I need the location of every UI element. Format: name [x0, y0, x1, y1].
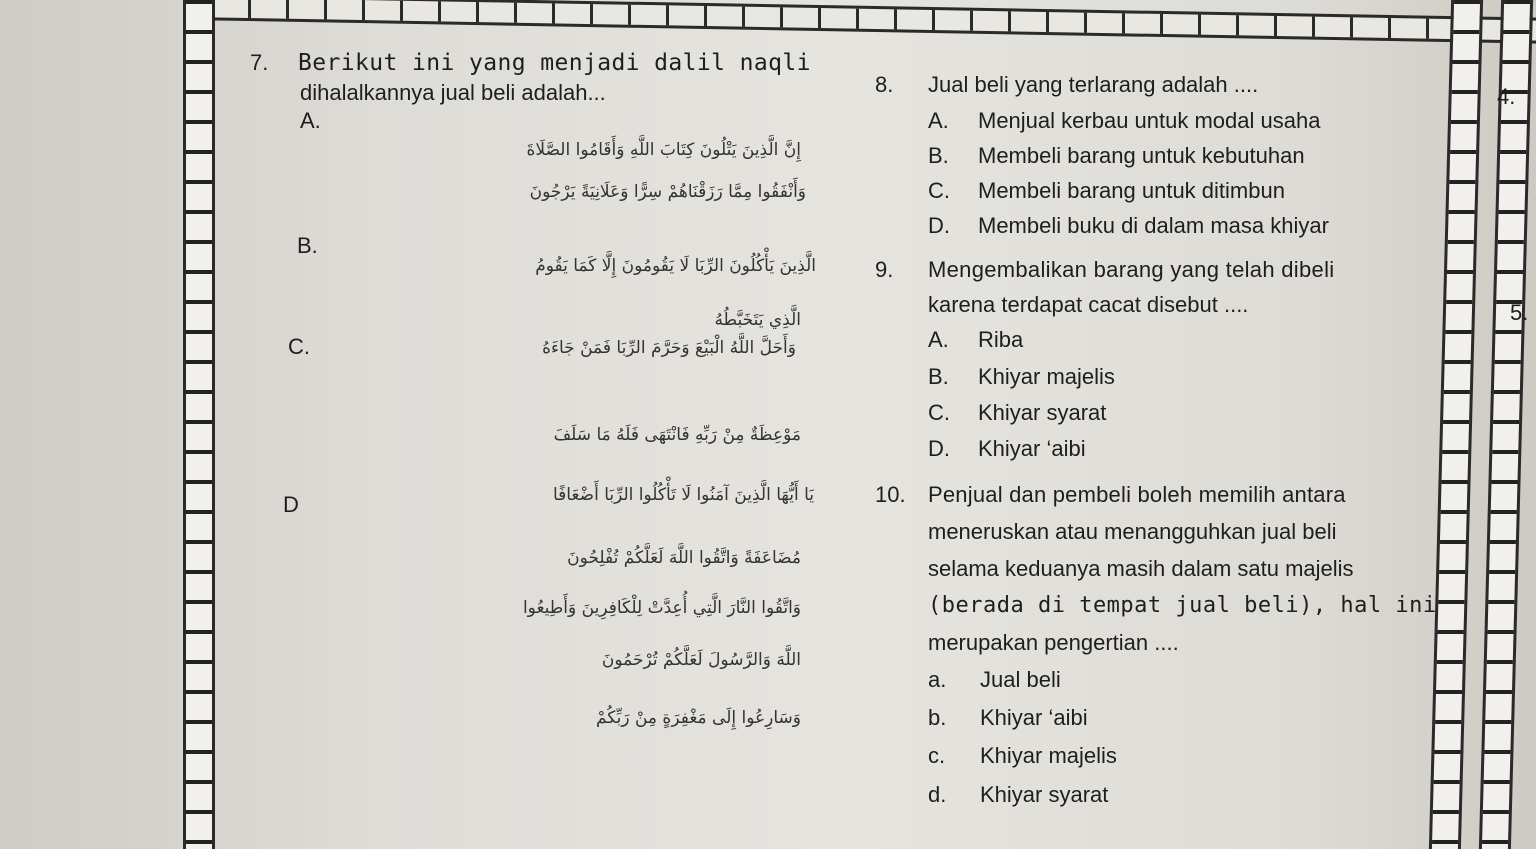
q8-option-d: Membeli buku di dalam masa khiyar [978, 213, 1329, 238]
q7-option-a-label: A. [300, 108, 321, 133]
q9-option-b-label: B. [928, 364, 949, 389]
q10-option-c-label: c. [928, 743, 946, 768]
q7-question-line2: dihalalkannya jual beli adalah... [300, 80, 606, 105]
q7-option-d-arabic-line4: اللَّهَ وَالرَّسُولَ لَعَلَّكُمْ تُرْحَمُونَ [601, 650, 801, 670]
q10-question-line4: (berada di tempat jual beli), hal ini [928, 593, 1437, 618]
q8-option-c: Membeli barang untuk ditimbun [978, 178, 1285, 203]
q9-option-a: Riba [978, 327, 1024, 352]
q7-option-d-label: D [283, 492, 299, 517]
q8-number: 8. [875, 72, 894, 97]
q8-question: Jual beli yang terlarang adalah .... [928, 72, 1259, 97]
q7-option-a-arabic-line2: وَأَنْفَقُوا مِمَّا رَزَقْنَاهُمْ سِرًّا وَعَلَانِيَةً يَرْجُونَ [529, 182, 806, 202]
q7-option-b-label: B. [297, 233, 318, 258]
q9-option-a-label: A. [928, 327, 949, 352]
q9-option-b: Khiyar majelis [978, 364, 1115, 389]
q7-option-c-label: C. [288, 334, 310, 359]
q7-option-a-arabic-line1: إِنَّ الَّذِينَ يَتْلُونَ كِتَابَ اللَّهِ وَأَقَامُوا الصَّلَاةَ [526, 140, 801, 160]
q7-option-d-arabic-line2: مُضَاعَفَةً وَاتَّقُوا اللَّهَ لَعَلَّكُمْ تُفْلِحُونَ [567, 548, 801, 568]
q7-option-c-arabic-line2: مَوْعِظَةٌ مِنْ رَبِّهِ فَانْتَهَى فَلَهُ مَا سَلَفَ [553, 425, 801, 445]
q10-question-line3: selama keduanya masih dalam satu majelis [928, 556, 1354, 581]
q10-option-a: Jual beli [980, 667, 1061, 692]
q7-number: 7. [250, 50, 269, 75]
q9-question-line2: karena terdapat cacat disebut .... [928, 292, 1249, 317]
q10-number: 10. [875, 482, 906, 507]
q10-option-b: Khiyar ‘aibi [980, 705, 1088, 730]
q9-option-d-label: D. [928, 436, 950, 461]
q8-option-c-label: C. [928, 178, 950, 203]
q9-number: 9. [875, 257, 894, 282]
q9-option-c: Khiyar syarat [978, 400, 1107, 425]
q9-question-line1: Mengembalikan barang yang telah dibeli [928, 257, 1335, 282]
q10-question-line5: merupakan pengertian .... [928, 630, 1179, 655]
q8-option-b-label: B. [928, 143, 949, 168]
q10-option-d-label: d. [928, 782, 947, 807]
q8-option-b: Membeli barang untuk kebutuhan [978, 143, 1305, 168]
left-binding-rings [183, 0, 215, 849]
q9-option-d: Khiyar ‘aibi [978, 436, 1086, 461]
q8-option-d-label: D. [928, 213, 950, 238]
right-page-number-4: 4. [1497, 84, 1516, 109]
q9-option-c-label: C. [928, 400, 950, 425]
q7-question-line1: Berikut ini yang menjadi dalil naqli [298, 50, 811, 76]
q7-option-c-arabic-line1: وَأَحَلَّ اللَّهُ الْبَيْعَ وَحَرَّمَ الرِّبَا فَمَنْ جَاءَهُ [542, 338, 796, 358]
right-page-number-5: 5. [1510, 300, 1529, 325]
q7-option-d-arabic-line1: يَا أَيُّهَا الَّذِينَ آمَنُوا لَا تَأْكُلُوا الرِّبَا أَضْعَافًا [552, 485, 814, 505]
q7-option-d-arabic-line3: وَاتَّقُوا النَّارَ الَّتِي أُعِدَّتْ لِلْكَافِرِينَ وَأَطِيعُوا [522, 598, 801, 618]
q8-option-a: Menjual kerbau untuk modal usaha [978, 108, 1321, 133]
q8-option-a-label: A. [928, 108, 949, 133]
q10-question-line2: meneruskan atau menangguhkan jual beli [928, 519, 1337, 544]
q7-option-b-arabic-line1: الَّذِينَ يَأْكُلُونَ الرِّبَا لَا يَقُومُونَ إِلَّا كَمَا يَقُومُ [535, 256, 816, 276]
q10-option-c: Khiyar majelis [980, 743, 1117, 768]
q10-option-b-label: b. [928, 705, 947, 730]
q10-option-a-label: a. [928, 667, 947, 692]
q7-option-b-arabic-line2: الَّذِي يَتَخَبَّطُهُ [714, 310, 801, 330]
q10-question-line1: Penjual dan pembeli boleh memilih antara [928, 482, 1346, 507]
q10-option-d: Khiyar syarat [980, 782, 1109, 807]
q7-option-d-arabic-line5: وَسَارِعُوا إِلَى مَغْفِرَةٍ مِنْ رَبِّكُمْ [595, 708, 801, 728]
